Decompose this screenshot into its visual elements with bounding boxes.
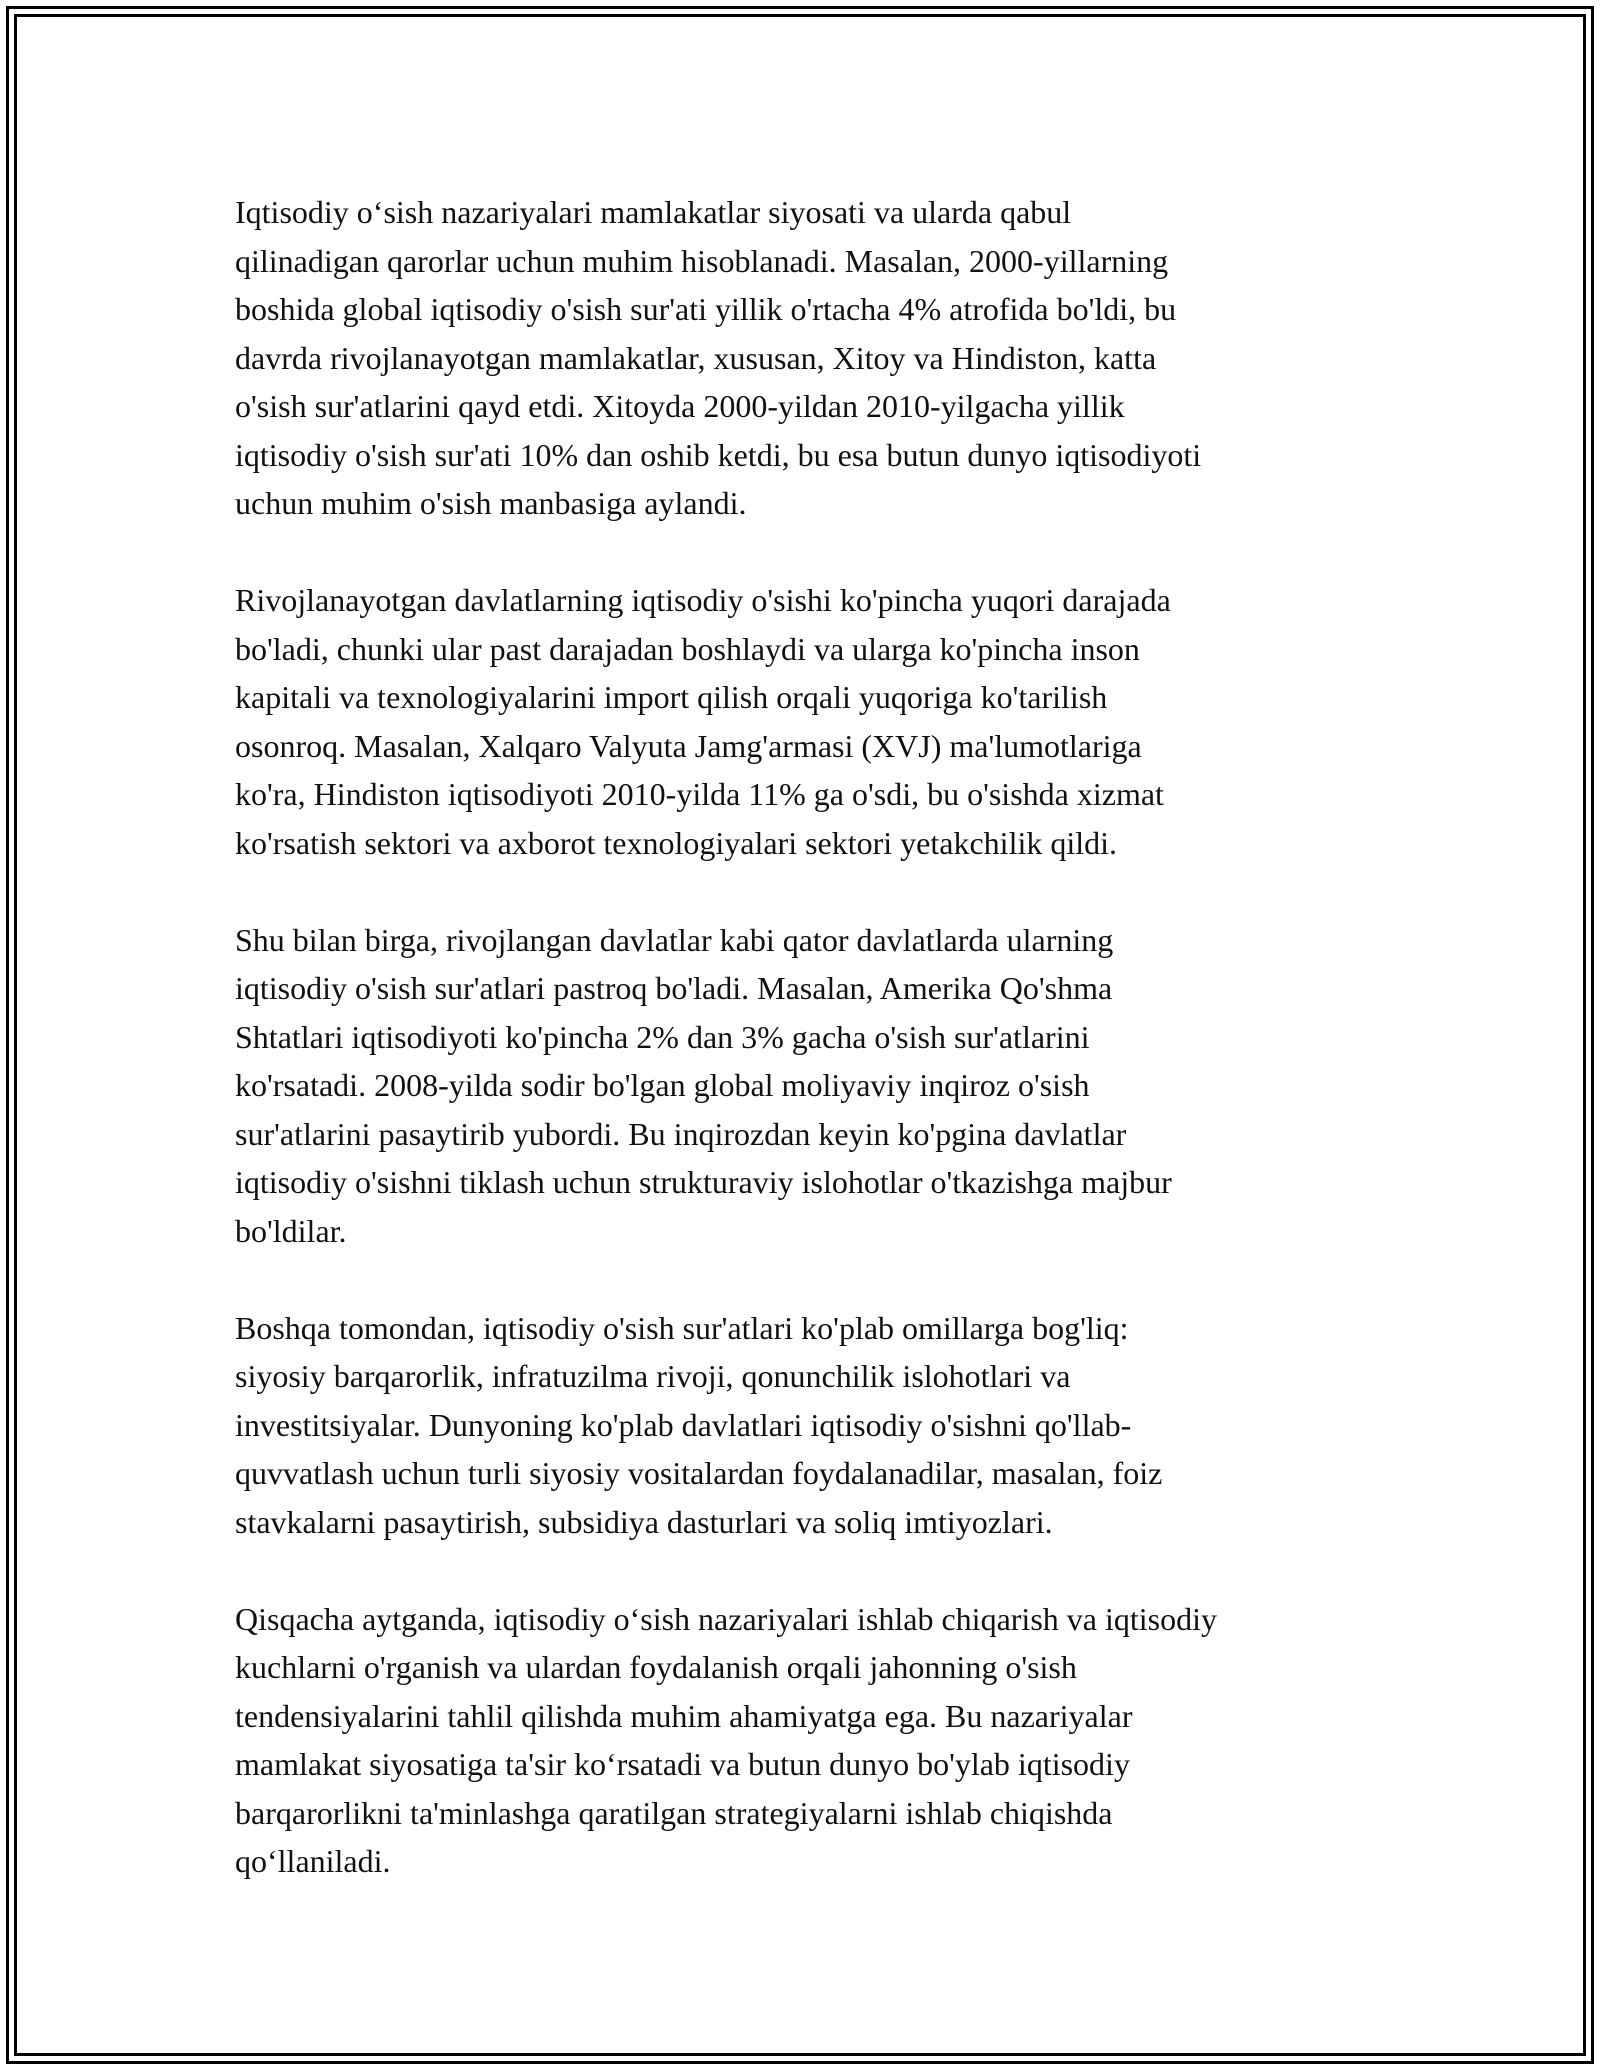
text-line: Iqtisodiy o‘sish nazariyalari mamlakatlar siyosati va ularda qabul (235, 194, 1072, 230)
text-line: Qisqacha aytganda, iqtisodiy o‘sish nazariyalari ishlab chiqarish va iqtisodiy (235, 1600, 1217, 1637)
text-line: barqarorlikni ta'minlashga qaratilgan strategiyalarni ishlab chiqishda (235, 1794, 1113, 1831)
text-line: mamlakat siyosatiga ta'sir ko‘rsatadi va butun dunyo bo'ylab iqtisodiy (235, 1746, 1130, 1782)
paragraph-3 (235, 916, 1370, 1256)
text-line: iqtisodiy o'sish sur'atlari pastroq bo'ladi. Masalan, Amerika Qo'shma (235, 970, 1113, 1006)
text-line: Boshqa tomondan, iqtisodiy o'sish sur'atlari ko'plab omillarga bog'liq: (235, 1309, 1129, 1346)
text-line: osonroq. Masalan, Xalqaro Valyuta Jamg'armasi (XVJ) ma'lumotlariga (235, 727, 1142, 764)
paragraph-1 (235, 188, 1370, 528)
paragraph-4 (235, 1304, 1370, 1547)
paragraph-2 (235, 576, 1370, 867)
text-line: ko'rsatish sektori va axborot texnologiyalari sektori yetakchilik qildi. (235, 824, 1118, 861)
text-line: davrda rivojlanayotgan mamlakatlar, xususan, Xitoy va Hindiston, katta (235, 339, 1157, 376)
text-line: Rivojlanayotgan davlatlarning iqtisodiy o'sishi ko'pincha yuqori darajada (235, 582, 1171, 618)
text-line: stavkalarni pasaytirish, subsidiya dasturlari va soliq imtiyozlari. (235, 1503, 1053, 1540)
text-line: siyosiy barqarorlik, infratuzilma rivoji, qonunchilik islohotlari va (235, 1358, 1071, 1394)
text-line: kapitali va texnologiyalarini import qilish orqali yuqoriga ko'tarilish (235, 679, 1108, 715)
text-line: investitsiyalar. Dunyoning ko'plab davlatlari iqtisodiy o'sishni qo'llab- (235, 1406, 1132, 1443)
text-line: uchun muhim o'sish manbasiga aylandi. (235, 485, 747, 521)
paragraph-5 (235, 1595, 1370, 1886)
text-line: bo'ldilar. (235, 1212, 347, 1249)
text-line: quvvatlash uchun turli siyosiy vositalardan foydalanadilar, masalan, foiz (235, 1455, 1163, 1491)
text-line: qo‘llaniladi. (235, 1843, 391, 1879)
text-line: ko'ra, Hindiston iqtisodiyoti 2010-yilda 11% ga o'sdi, bu o'sishda xizmat (235, 776, 1164, 812)
text-line: boshida global iqtisodiy o'sish sur'ati yillik o'rtacha 4% atrofida bo'ldi, bu (235, 291, 1177, 327)
text-line: sur'atlarini pasaytirib yubordi. Bu inqirozdan keyin ko'pgina davlatlar (235, 1115, 1127, 1152)
text-line: ko'rsatadi. 2008-yilda sodir bo'lgan global moliyaviy inqiroz o'sish (235, 1067, 1090, 1103)
text-line: iqtisodiy o'sishni tiklash uchun strukturaviy islohotlar o'tkazishga majbur (235, 1164, 1172, 1200)
text-line: kuchlarni o'rganish va ulardan foydalanish orqali jahonning o'sish (235, 1649, 1077, 1685)
document-body (235, 188, 1370, 1886)
text-line: Shtatlari iqtisodiyoti ko'pincha 2% dan 3% gacha o'sish sur'atlarini (235, 1018, 1090, 1055)
text-line: Shu bilan birga, rivojlangan davlatlar kabi qator davlatlarda ularning (235, 921, 1114, 958)
text-line: bo'ladi, chunki ular past darajadan boshlaydi va ularga ko'pincha inson (235, 630, 1140, 667)
text-line: tendensiyalarini tahlil qilishda muhim ahamiyatga ega. Bu nazariyalar (235, 1697, 1133, 1734)
text-line: iqtisodiy o'sish sur'ati 10% dan oshib ketdi, bu esa butun dunyo iqtisodiyoti (235, 436, 1202, 473)
text-line: qilinadigan qarorlar uchun muhim hisoblanadi. Masalan, 2000-yillarning (235, 242, 1169, 279)
text-line: o'sish sur'atlarini qayd etdi. Xitoyda 2000-yildan 2010-yilgacha yillik (235, 388, 1125, 424)
